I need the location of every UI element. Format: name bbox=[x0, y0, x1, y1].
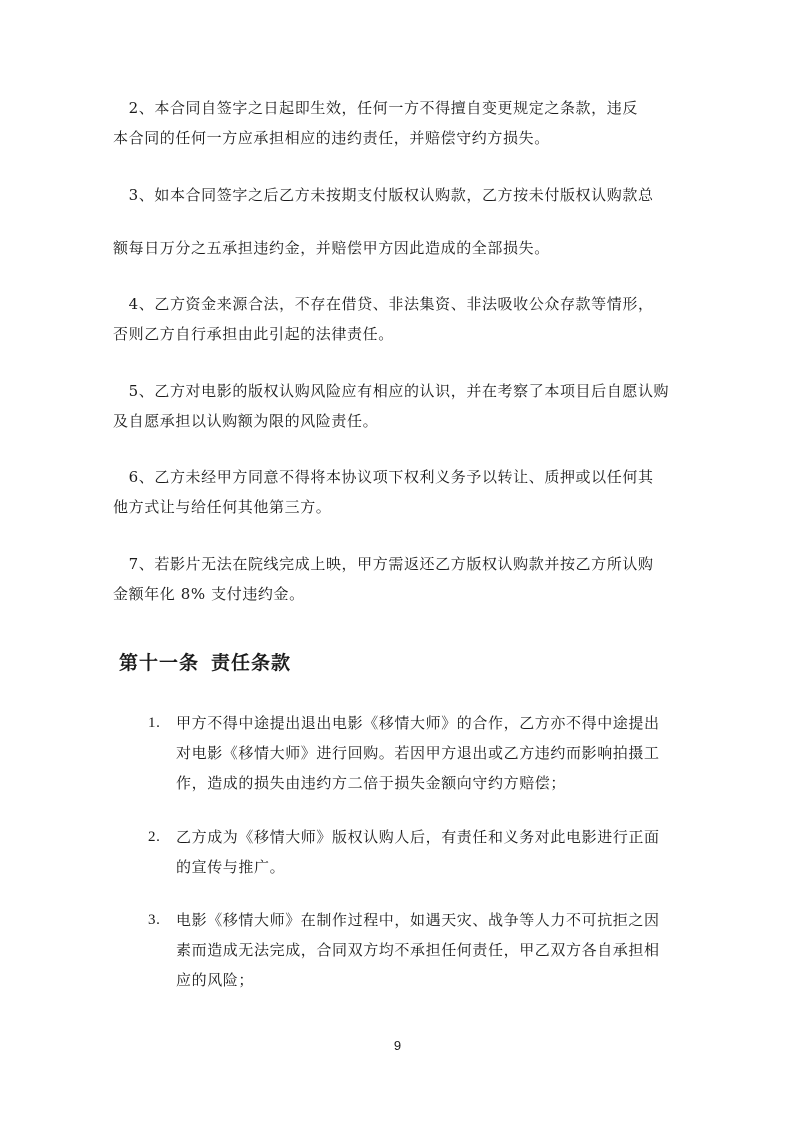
list-item-line: 电影《移情大师》在制作过程中，如遇天灾、战争等人力不可抗拒之因 bbox=[176, 911, 660, 929]
section-number: 第十一条 bbox=[119, 652, 200, 674]
paragraph-line: 5、乙方对电影的版权认购风险应有相应的认识，并在考察了本项目后自愿认购 bbox=[113, 382, 670, 400]
paragraph-line: 2、本合同自签字之日起即生效，任何一方不得擅自变更规定之条款，违反 bbox=[113, 99, 638, 117]
paragraph-line: 7、若影片无法在院线完成上映，甲方需返还乙方版权认购款并按乙方所认购 bbox=[113, 555, 654, 573]
list-item-line: 素而造成无法完成，合同双方均不承担任何责任，甲乙双方各自承担相 bbox=[176, 941, 660, 959]
section-title: 责任条款 bbox=[211, 652, 292, 674]
clause-paragraph-6 bbox=[113, 462, 693, 522]
list-item-number: 2. bbox=[148, 829, 161, 845]
list-item-line: 对电影《移情大师》进行回购。若因甲方退出或乙方违约而影响拍摄工 bbox=[176, 744, 660, 762]
section-heading bbox=[119, 648, 291, 675]
clause-paragraph-3-continued bbox=[113, 233, 693, 263]
clause-paragraph-5 bbox=[113, 376, 693, 436]
list-item-number: 1. bbox=[148, 715, 161, 731]
paragraph-line: 及自愿承担以认购额为限的风险责任。 bbox=[113, 412, 379, 430]
paragraph-line: 本合同的任何一方应承担相应的违约责任，并赔偿守约方损失。 bbox=[113, 129, 550, 147]
paragraph-line: 6、乙方未经甲方同意不得将本协议项下权利义务予以转让、质押或以任何其 bbox=[113, 468, 654, 486]
list-item-number: 3. bbox=[148, 912, 161, 928]
clause-paragraph-3 bbox=[113, 180, 693, 210]
paragraph-line: 额每日万分之五承担违约金，并赔偿甲方因此造成的全部损失。 bbox=[113, 239, 550, 257]
paragraph-line: 他方式让与给任何其他第三方。 bbox=[113, 498, 332, 516]
page-number: 9 bbox=[393, 1038, 402, 1053]
paragraph-line: 4、乙方资金来源合法，不存在借贷、非法集资、非法吸收公众存款等情形， bbox=[113, 295, 654, 313]
paragraph-line: 3、如本合同签字之后乙方未按期支付版权认购款，乙方按未付版权认购款总 bbox=[113, 186, 654, 204]
clause-paragraph-4 bbox=[113, 289, 693, 349]
list-item-line: 乙方成为《移情大师》版权认购人后，有责任和义务对此电影进行正面 bbox=[176, 828, 660, 846]
list-item-line: 作，造成的损失由违约方二倍于损失金额向守约方赔偿； bbox=[176, 774, 567, 792]
clause-paragraph-2 bbox=[113, 93, 693, 153]
list-item-line: 应的风险； bbox=[176, 971, 255, 989]
paragraph-line: 否则乙方自行承担由此引起的法律责任。 bbox=[113, 325, 394, 343]
list-item-line: 甲方不得中途提出退出电影《移情大师》的合作，乙方亦不得中途提出 bbox=[176, 714, 660, 732]
paragraph-line: 金额年化 8% 支付违约金。 bbox=[113, 585, 305, 603]
list-item-line: 的宣传与推广。 bbox=[176, 858, 286, 876]
clause-paragraph-7 bbox=[113, 549, 693, 609]
